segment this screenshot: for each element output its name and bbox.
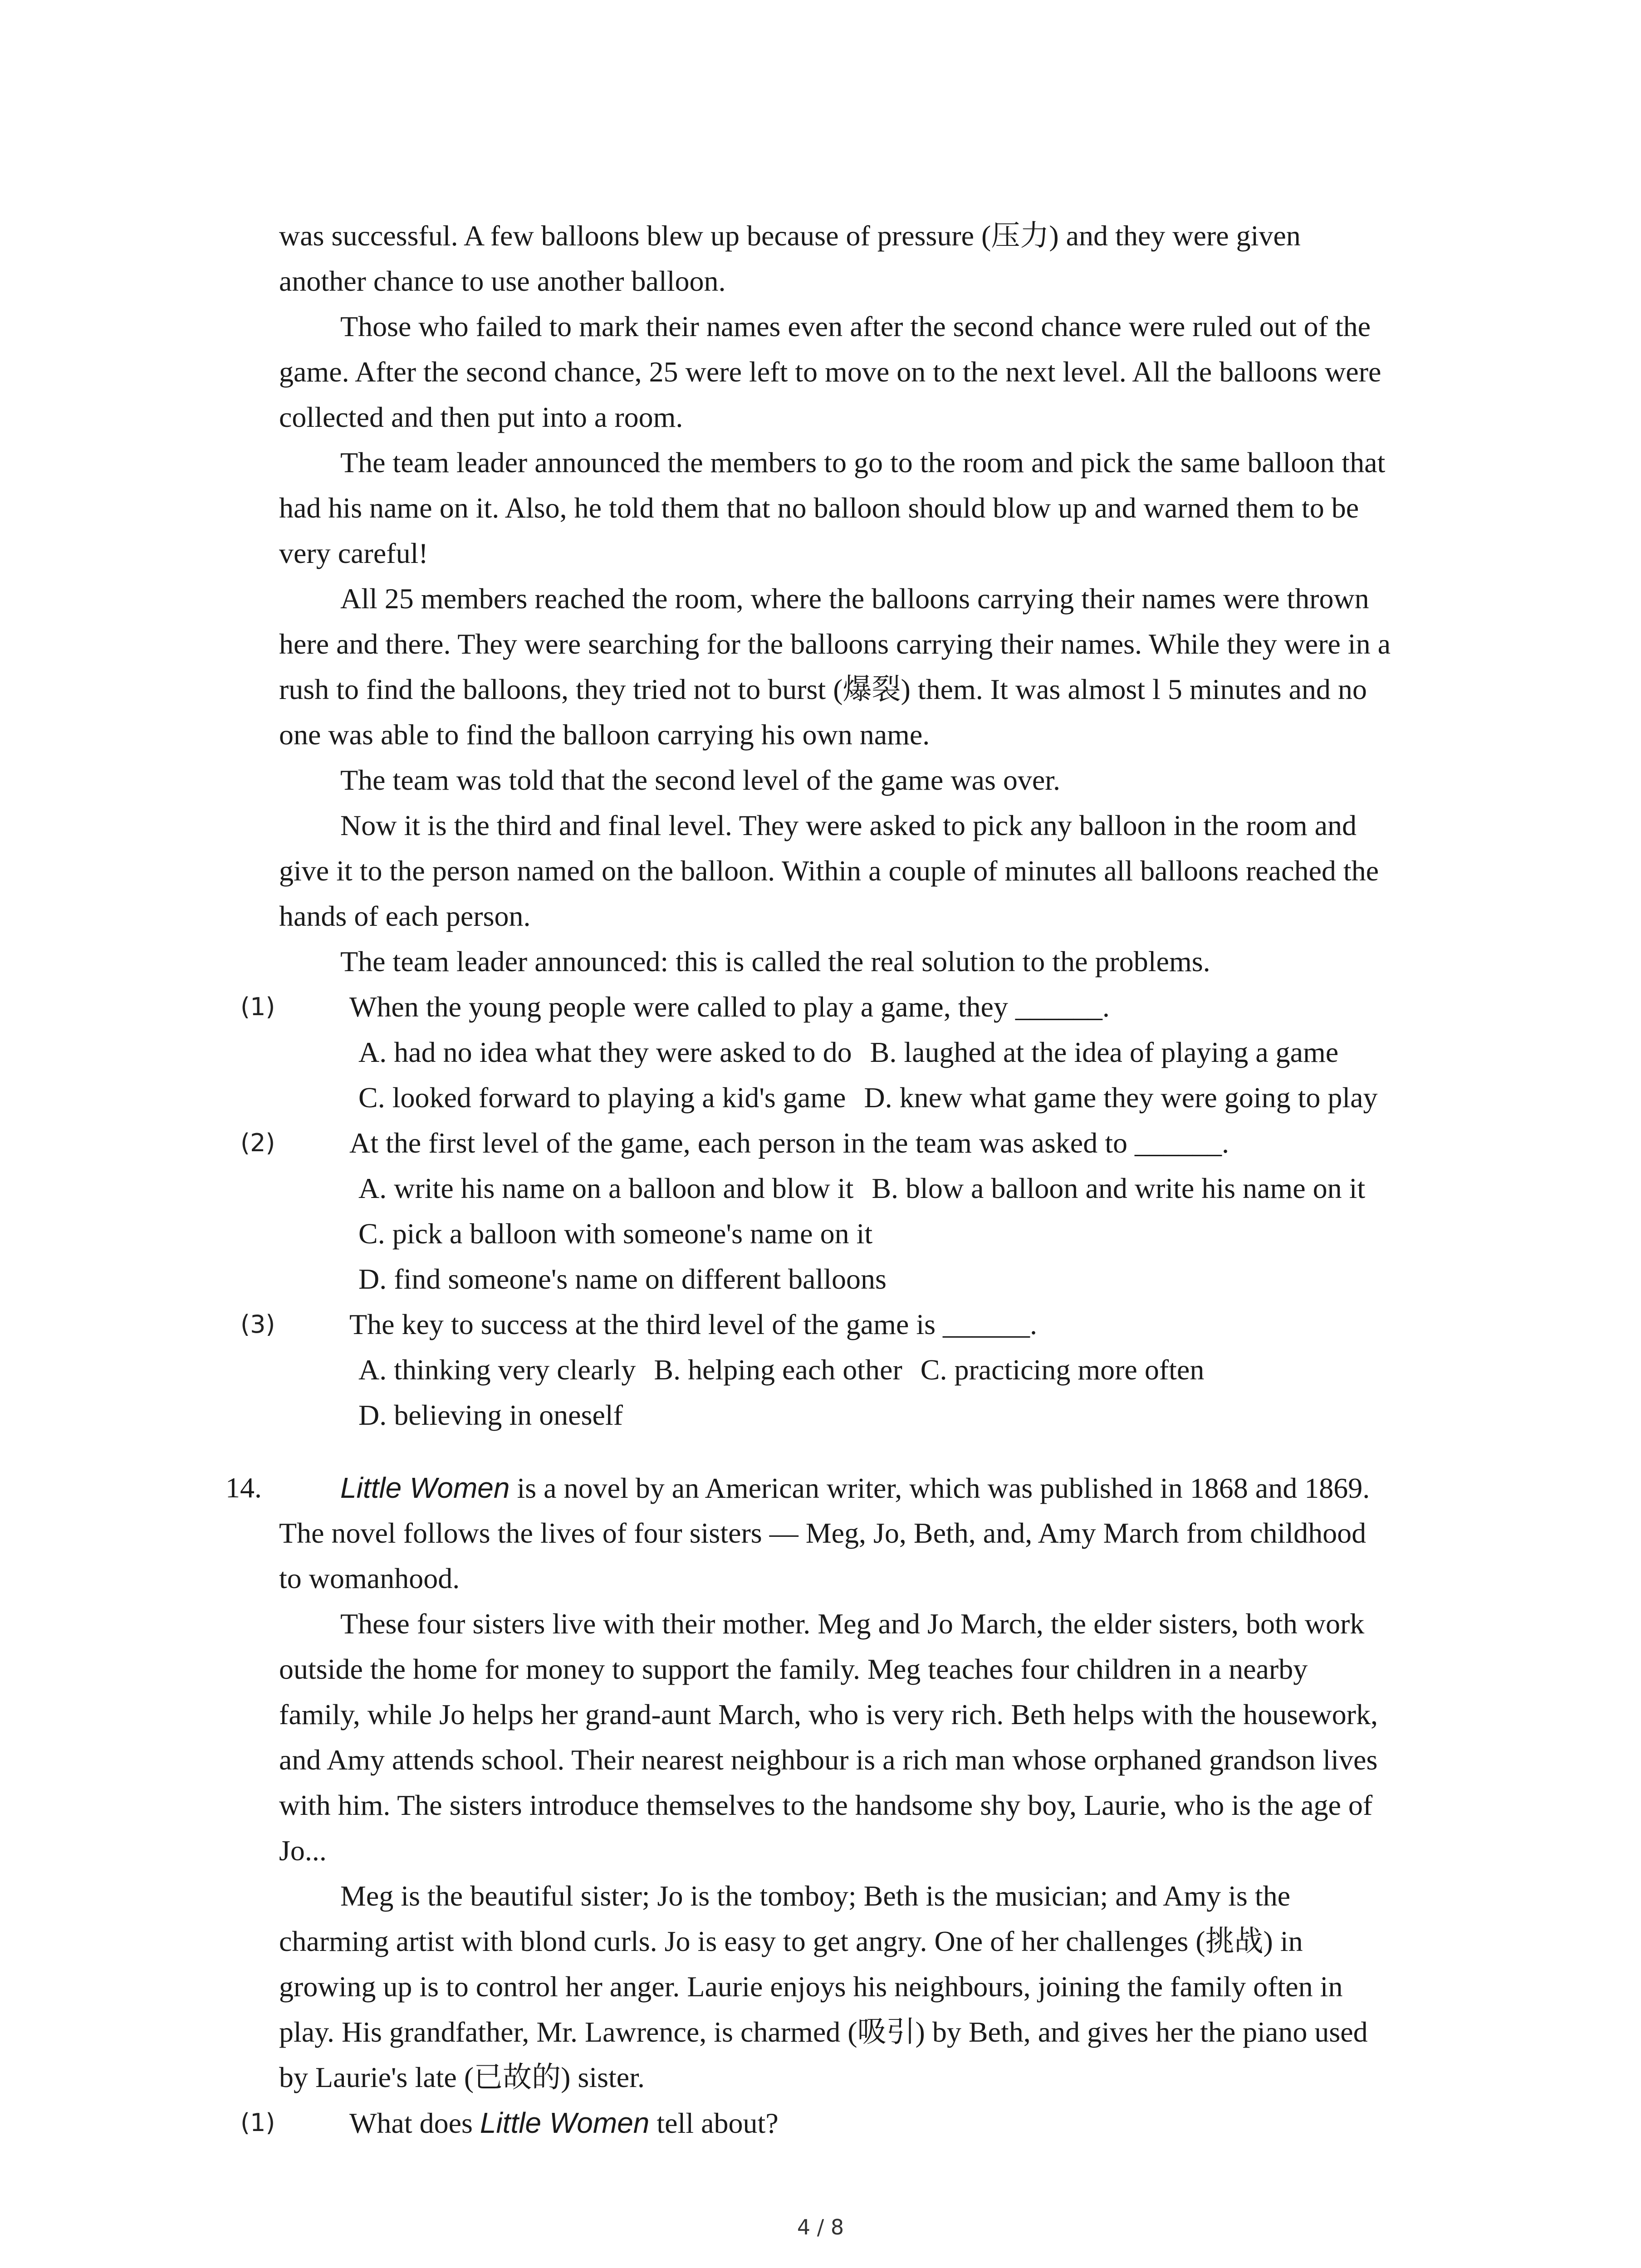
text-span: tell about? bbox=[649, 2107, 779, 2139]
question-text: At the first level of the game, each person in the team was asked to ______. bbox=[349, 1127, 1229, 1159]
question-14-number: 14. bbox=[225, 1471, 262, 1504]
text-line: family, while Jo helps her grand-aunt March, who is very rich. Beth helps with the housework, bbox=[279, 1698, 1378, 1730]
text-line: All 25 members reached the room, where the balloons carrying their names were thrown bbox=[340, 582, 1369, 615]
question-text bbox=[349, 2100, 779, 2146]
question-number: (1) bbox=[240, 992, 275, 1021]
option-row bbox=[358, 1347, 1204, 1393]
option-c: C. looked forward to playing a kid's game bbox=[358, 1081, 846, 1114]
text-line: very careful! bbox=[279, 537, 428, 569]
text-line: give it to the person named on the balloon. Within a couple of minutes all balloons reached the bbox=[279, 855, 1379, 887]
text-line: play. His grandfather, Mr. Lawrence, is charmed (吸引) by Beth, and gives her the piano used bbox=[279, 2016, 1368, 2048]
book-title: Little Women bbox=[480, 2107, 650, 2139]
text-line: was successful. A few balloons blew up because of pressure (压力) and they were given bbox=[279, 220, 1301, 252]
text-line: here and there. They were searching for the balloons carrying their names. While they were in a bbox=[279, 628, 1391, 660]
text-span: What does bbox=[349, 2107, 480, 2139]
option-d: D. believing in oneself bbox=[358, 1399, 623, 1431]
option-a: A. had no idea what they were asked to do bbox=[358, 1036, 852, 1068]
text-line: collected and then put into a room. bbox=[279, 401, 683, 433]
option-a: A. write his name on a balloon and blow it bbox=[358, 1172, 854, 1204]
page-number: 4 / 8 bbox=[797, 2215, 844, 2239]
option-row bbox=[358, 1211, 872, 1256]
option-row bbox=[358, 1030, 1338, 1075]
text-line: These four sisters live with their mother. Meg and Jo March, the elder sisters, both work bbox=[340, 1608, 1365, 1640]
text-line: hands of each person. bbox=[279, 900, 531, 932]
question-number: (2) bbox=[240, 1129, 275, 1157]
book-title: Little Women bbox=[340, 1471, 510, 1504]
option-row bbox=[358, 1075, 1378, 1120]
text-line: one was able to find the balloon carrying his own name. bbox=[279, 719, 930, 751]
option-c: C. pick a balloon with someone's name on it bbox=[358, 1217, 873, 1250]
option-d: D. find someone's name on different balloons bbox=[358, 1263, 887, 1295]
question-text: The key to success at the third level of the game is ______. bbox=[349, 1308, 1038, 1340]
text-line: to womanhood. bbox=[279, 1562, 460, 1594]
option-row bbox=[358, 1256, 887, 1302]
text-line: and Amy attends school. Their nearest neighbour is a rich man whose orphaned grandson lives bbox=[279, 1744, 1378, 1776]
text-line: Those who failed to mark their names even after the second chance were ruled out of the bbox=[340, 310, 1371, 342]
text-line: growing up is to control her anger. Laurie enjoys his neighbours, joining the family often in bbox=[279, 1970, 1343, 2003]
text-line: The team leader announced: this is called the real solution to the problems. bbox=[340, 945, 1210, 978]
text-line: charming artist with blond curls. Jo is easy to get angry. One of her challenges (挑战) in bbox=[279, 1925, 1303, 1957]
option-d: D. knew what game they were going to play bbox=[864, 1081, 1378, 1114]
question-text: When the young people were called to play a game, they ______. bbox=[349, 991, 1110, 1023]
text-line: The team leader announced the members to go to the room and pick the same balloon that bbox=[340, 446, 1386, 479]
text-line: another chance to use another balloon. bbox=[279, 265, 726, 297]
text-line: with him. The sisters introduce themselves to the handsome shy boy, Laurie, who is the age of bbox=[279, 1789, 1373, 1821]
text-line: by Laurie's late (已故的) sister. bbox=[279, 2061, 645, 2093]
option-b: B. blow a balloon and write his name on it bbox=[872, 1172, 1366, 1204]
option-row bbox=[358, 1166, 1365, 1211]
text-line: game. After the second chance, 25 were left to move on to the next level. All the balloons were bbox=[279, 356, 1381, 388]
option-row bbox=[358, 1393, 623, 1438]
text-line: The team was told that the second level of the game was over. bbox=[340, 764, 1061, 796]
text-span: is a novel by an American writer, which was published in 1868 and 1869. bbox=[509, 1472, 1370, 1504]
option-a: A. thinking very clearly bbox=[358, 1354, 636, 1386]
option-c: C. practicing more often bbox=[920, 1354, 1205, 1386]
question-number: (1) bbox=[240, 2108, 275, 2137]
text-line bbox=[340, 1465, 1370, 1511]
option-b: B. laughed at the idea of playing a game bbox=[870, 1036, 1339, 1068]
text-line: Jo... bbox=[279, 1834, 327, 1867]
text-line: outside the home for money to support the family. Meg teaches four children in a nearby bbox=[279, 1653, 1308, 1685]
text-line: had his name on it. Also, he told them that no balloon should blow up and warned them to be bbox=[279, 492, 1359, 524]
text-line: Meg is the beautiful sister; Jo is the tomboy; Beth is the musician; and Amy is the bbox=[340, 1880, 1290, 1912]
text-line: The novel follows the lives of four sisters — Meg, Jo, Beth, and, Amy March from childhood bbox=[279, 1517, 1367, 1549]
question-number: (3) bbox=[240, 1310, 275, 1339]
option-b: B. helping each other bbox=[654, 1354, 902, 1386]
text-line: rush to find the balloons, they tried not to burst (爆裂) them. It was almost l 5 minutes and no bbox=[279, 673, 1367, 705]
text-line: Now it is the third and final level. They were asked to pick any balloon in the room and bbox=[340, 809, 1357, 841]
